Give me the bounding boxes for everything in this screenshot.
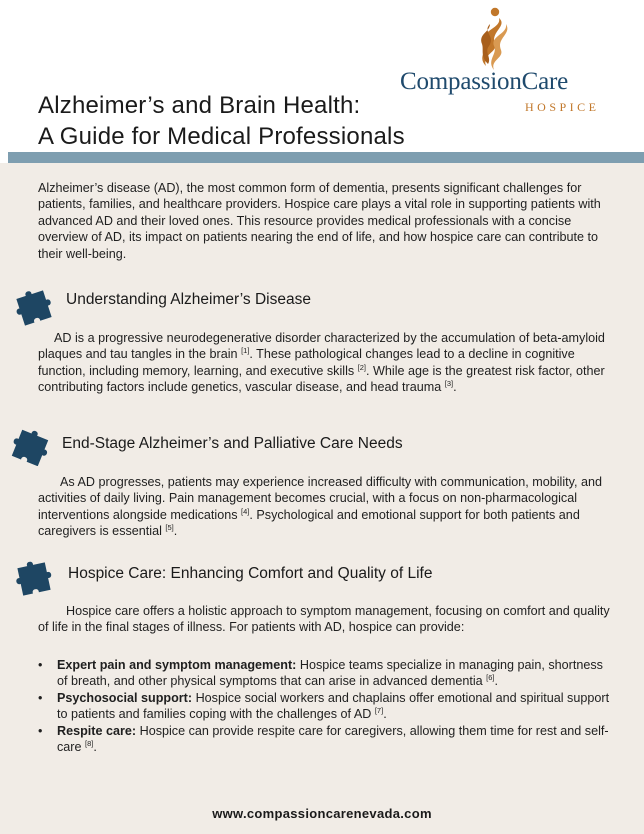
list-item: • Expert pain and symptom management: Hospice teams specialize in managing pain, shortness of breath, and other physical symptoms that can arise in advanced dementia [6].	[38, 658, 603, 689]
bullet-icon: •	[38, 723, 43, 738]
flame-logo-icon	[468, 4, 518, 72]
citation-5: [5]	[165, 523, 174, 533]
section-3-title: Hospice Care: Enhancing Comfort and Quality of Life	[68, 565, 433, 582]
website-link[interactable]: www.compassioncarenevada.com	[212, 806, 432, 821]
citation-7: [7]	[374, 706, 384, 716]
citation-2: [2]	[357, 362, 367, 372]
section-3-heading	[0, 555, 644, 599]
section-2-title: End-Stage Alzheimer’s and Palliative Care Needs	[62, 435, 403, 452]
section-2-paragraph: As AD progresses, patients may experience increased difficulty with communication, mobility, and activities of daily living. Pain management becomes crucial, with a focus on non-pharmacological interventions alongside medications [4]. Psychological and emotional support for both patients and caregivers is essential [5].	[38, 475, 603, 539]
title-line-2: A Guide for Medical Professionals	[38, 123, 405, 150]
brand-subtitle: HOSPICE	[525, 100, 600, 114]
page-title	[38, 90, 405, 152]
intro-paragraph: Alzheimer’s disease (AD), the most common form of dementia, presents significant challenges for patients, families, and healthcare providers. Hospice care plays a vital role in supporting patients with advanced AD and their loved ones. This resource provides medical professionals with a concise overview of AD, its impact on patients nearing the end of life, and how hospice care can contribute to their well-being.	[38, 181, 601, 261]
header-divider-band	[8, 152, 644, 163]
hospice-services-list	[38, 657, 616, 755]
puzzle-piece-icon	[14, 557, 54, 597]
section-1-heading	[0, 284, 644, 328]
title-line-1: Alzheimer’s and Brain Health:	[38, 92, 361, 119]
section-3-paragraph: Hospice care offers a holistic approach to symptom management, focusing on comfort and quality of life in the final stages of illness. For patients with AD, hospice can provide:	[38, 604, 610, 635]
puzzle-piece-icon	[10, 426, 50, 466]
citation-4: [4]	[241, 506, 250, 516]
section-1-title: Understanding Alzheimer’s Disease	[66, 291, 311, 308]
section-2-heading	[0, 426, 644, 470]
bullet-icon: •	[38, 690, 43, 705]
page-header	[0, 0, 644, 155]
citation-1: [1]	[241, 346, 250, 356]
citation-8: [8]	[85, 739, 94, 749]
section-1-paragraph: AD is a progressive neurodegenerative disorder characterized by the accumulation of beta-amyloid plaques and tau tangles in the brain [1]. These pathological changes lead to a decline in cognitive function, including memory, learning, and executive skills [2]. While age is the greatest risk factor, other contributing factors include genetics, vascular disease, and head trauma [3].	[38, 331, 605, 395]
citation-6: [6]	[486, 673, 495, 683]
brand-name: CompassionCare	[400, 68, 569, 95]
puzzle-piece-icon	[14, 286, 54, 326]
compassion-care-logo	[400, 4, 644, 122]
bullet-icon: •	[38, 658, 43, 672]
list-item: • Respite care: Hospice can provide respite care for caregivers, allowing them time for rest and self-care [8].	[38, 723, 609, 755]
list-item: • Psychosocial support: Hospice social workers and chaplains offer emotional and spiritual support to patients and families coping with the challenges of AD [7].	[38, 690, 610, 722]
citation-3: [3]	[444, 379, 454, 389]
